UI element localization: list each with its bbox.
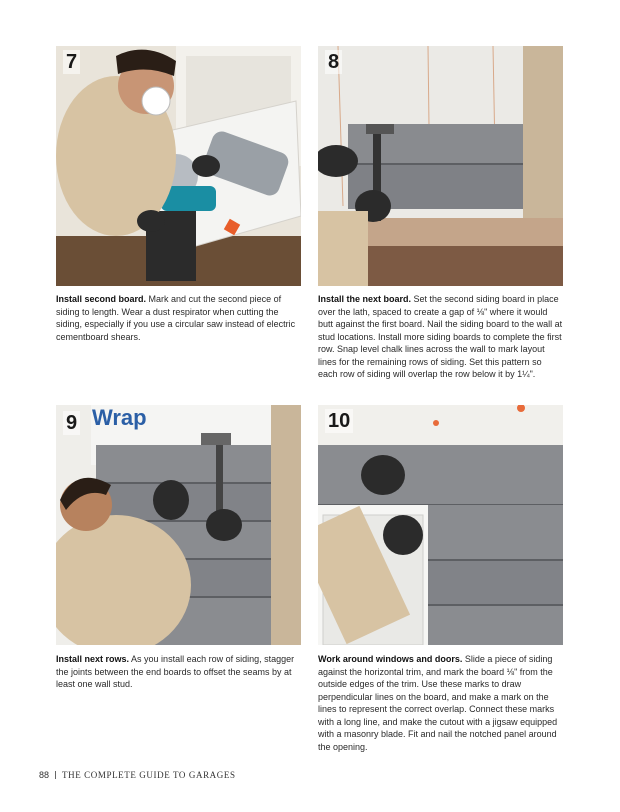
step-title: Install next rows. [56,654,130,664]
step-title: Install second board. [56,294,147,304]
step-10-photo [318,405,563,645]
step-title: Install the next board. [318,294,412,304]
step-9-caption [56,653,301,691]
step-body: As you install each row of siding, stagger the joints between the end boards to offset the seams by at least one wall stud. [56,654,295,689]
step-8-caption [318,293,563,381]
step-9-photo [56,405,301,645]
step-8-photo [318,46,563,286]
step-number: 10 [325,409,353,433]
footer-divider [55,771,56,779]
step-title: Work around windows and doors. [318,654,463,664]
photo-wrap-text: Wrap [92,405,147,430]
page-number: 88 [39,770,50,780]
step-number: 7 [63,50,80,74]
page-footer [39,770,236,780]
step-body: Mark and cut the second piece of siding to length. Wear a dust respirator when cutting the siding, especially if you use a circular saw instead of electric cementboard shears. [56,294,296,342]
step-10-caption [318,653,563,753]
step-number: 9 [63,411,80,435]
book-title: THE COMPLETE GUIDE TO GARAGES [62,770,236,780]
step-body: Set the second siding board in place over the lath, spaced to create a gap of ⅛" where it would butt against the first board. Nail the siding board to the wall at stud locations. Install more siding boards to complete the first row. Snap level chalk lines across the wall to mark layout lines for the remaining rows of siding. Set this pattern so each row of siding will overlap the row below it by 1¼". [318,294,563,379]
step-7-caption [56,293,301,343]
step-7-photo [56,46,301,286]
step-number: 8 [325,50,342,74]
step-body: Slide a piece of siding against the horizontal trim, and mark the board ⅛" from the outside edges of the trim. Use these marks to draw perpendicular lines on the board, and make a mark on the lines to represent the correct overlap. Connect these marks with a long line, and make the cutout with a jigsaw equipped with a masonry blade. Fit and nail the notched panel around the opening. [318,654,558,752]
